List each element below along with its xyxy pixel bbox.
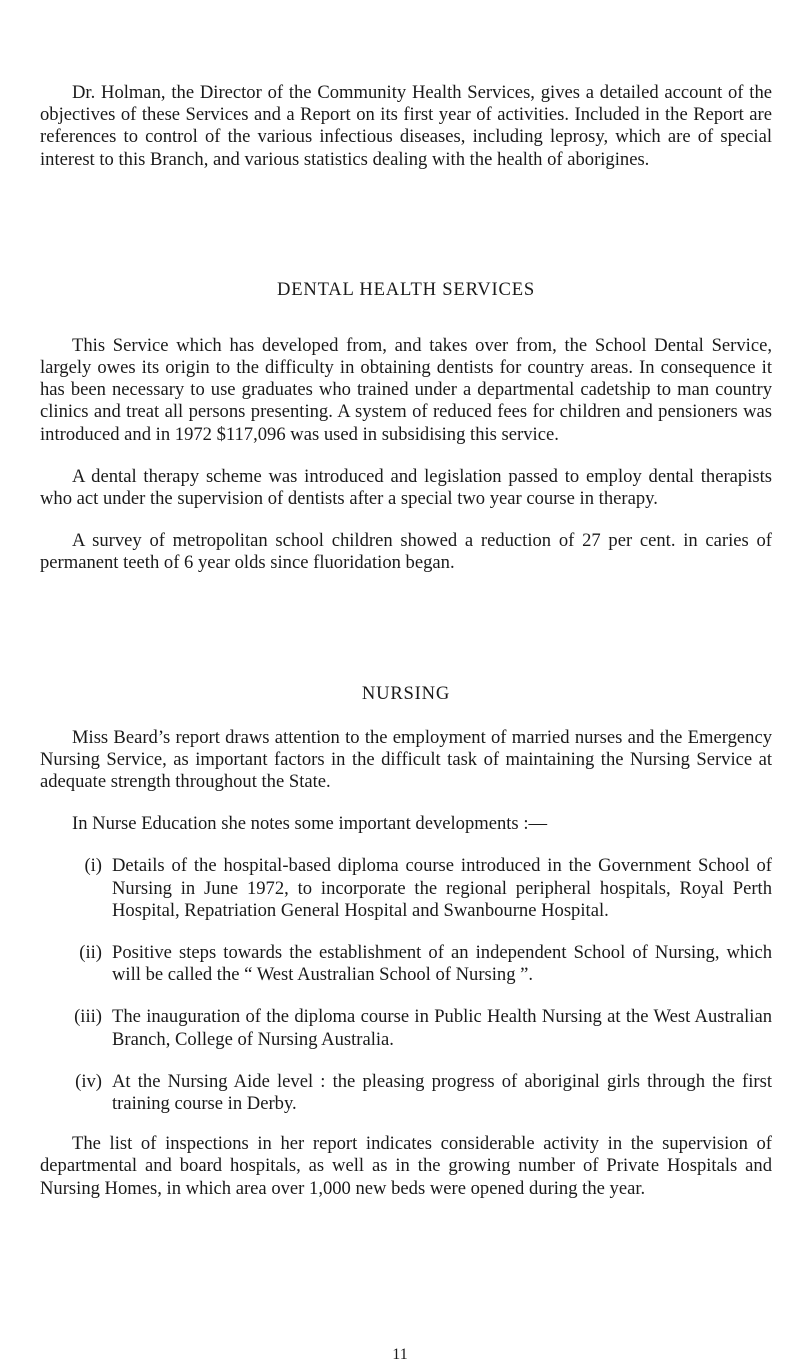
- nurse-education-list: [40, 855, 772, 1115]
- list-item-text: The inauguration of the diploma course in Public Health Nursing at the West Australian Branch, College of Nursing Australia.: [112, 1006, 772, 1050]
- dental-paragraph-3: A survey of metropolitan school children showed a reduction of 27 per cent. in caries of permanent teeth of 6 year olds since fluoridation began.: [40, 530, 772, 574]
- list-item-text: Details of the hospital-based diploma course introduced in the Government School of Nursing in June 1972, to incorporate the regional peripheral hospitals, Royal Perth Hospital, Repatriation General Hospital and Swanbourne Hospital.: [112, 855, 772, 921]
- dental-paragraph-2: A dental therapy scheme was introduced and legislation passed to employ dental therapists who act under the supervision of dentists after a special two year course in therapy.: [40, 465, 772, 510]
- list-item: [40, 855, 772, 922]
- nursing-paragraph-2: In Nurse Education she notes some important developments :—: [72, 813, 548, 835]
- list-item-text: Positive steps towards the establishment of an independent School of Nursing, which will be called the “ West Australian School of Nursing ”.: [112, 942, 772, 986]
- list-item-number: (i): [84, 855, 102, 877]
- section-heading-dental: DENTAL HEALTH SERVICES: [276, 278, 536, 300]
- list-item-number: (iii): [74, 1006, 102, 1028]
- dental-paragraph-1: This Service which has developed from, and takes over from, the School Dental Service, largely owes its origin to the difficulty in obtaining dentists for country areas. In consequence it has been necessary to use graduates who trained under a departmental cadetship to man country clinics and treat all persons presenting. A system of reduced fees for children and pensioners was introduced and in 1972 $117,096 was used in subsidising this service.: [40, 334, 772, 445]
- list-item-number: (ii): [79, 942, 102, 964]
- list-item-number: (iv): [75, 1070, 102, 1092]
- nursing-closing-paragraph: The list of inspections in her report indicates considerable activity in the supervision of departmental and board hospitals, as well as in the growing number of Private Hospitals and Nursing Homes, in which area over 1,000 new beds were opened during the year.: [40, 1133, 772, 1199]
- list-item: [40, 1006, 772, 1050]
- list-item: [40, 942, 772, 986]
- document-page: [40, 82, 772, 1200]
- list-item: [40, 1071, 772, 1115]
- intro-paragraph: Dr. Holman, the Director of the Community Health Services, gives a detailed account of the objectives of these Services and a Report on its first year of activities. Included in the Report are references to control of the various infectious diseases, including leprosy, which are of special interest to this Branch, and various statistics dealing with the health of aborigines.: [40, 82, 772, 170]
- list-item-text: At the Nursing Aide level : the pleasing progress of aboriginal girls through the first training course in Derby.: [112, 1070, 772, 1115]
- nursing-paragraph-1: Miss Beard’s report draws attention to the employment of married nurses and the Emergency Nursing Service, as important factors in the difficult task of maintaining the Nursing Service at adequate strength throughout the State.: [40, 726, 772, 793]
- page-number: 11: [392, 1346, 408, 1363]
- section-heading-nursing: NURSING: [361, 682, 451, 704]
